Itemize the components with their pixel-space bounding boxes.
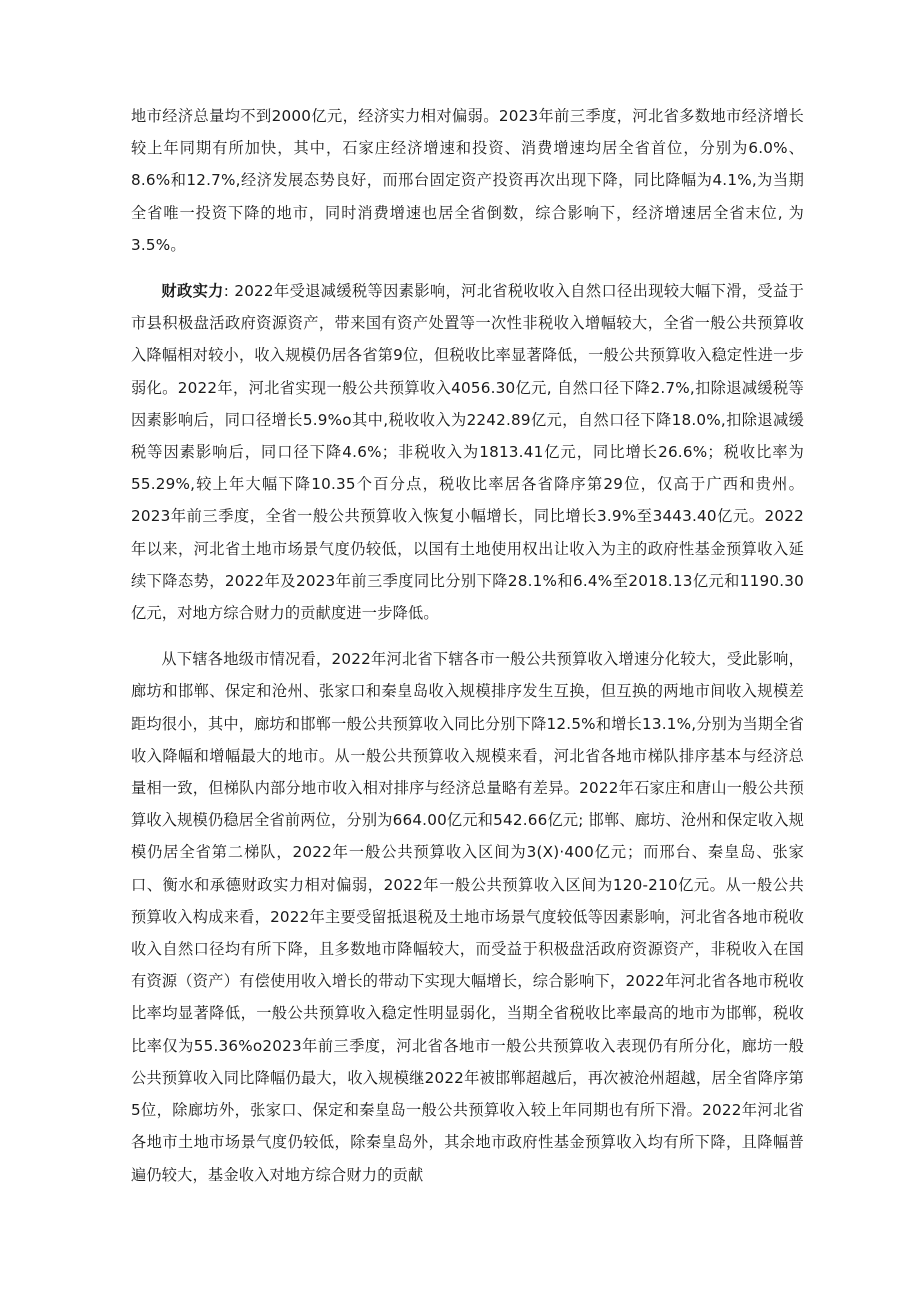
paragraph-text: 从下辖各地级市情况看，2022年河北省下辖各市一般公共预算收入增速分化较大，受此影响，廊坊和邯郸、保定和沧州、张家口和秦皇岛收入规模排序发生互换，但互换的两地市间收入规模差距均很小，其中，廊坊和邯郸一般公共预算收入同比分别下降12.5%和增长13.1%,分别为当期全省收入降幅和增幅最大的地市。从一般公共预算收入规模来看，河北省各地市梯队排序基本与经济总量相一致，但梯队内部分地市收入相对排序与经济总量略有差异。2022年石家庄和唐山一般公共预算收入规模仍稳居全省前两位，分别为664.00亿元和542.66亿元; 邯郸、廊坊、沧州和保定收入规模仍居全省第二梯队，2022年一般公共预算收入区间为3(X)·400亿元；而邢台、秦皇岛、张家口、衡水和承德财政实力相对偏弱，2022年一般公共预算收入区间为120-210亿元。从一般公共预算收入构成来看，2022年主要受留抵退税及土地市场景气度较低等因素影响，河北省各地市税收收入自然口径均有所下降，且多数地市降幅较大，而受益于积极盘活政府资源资产，非税收入在国有资源（资产）有偿使用收入增长的带动下实现大幅增长，综合影响下，2022年河北省各地市税收比率均显著降低，一般公共预算收入稳定性明显弱化，当期全省税收比率最高的地市为邯郸，税收比率仅为55.36%o2023年前三季度，河北省各地市一般公共预算收入表现仍有所分化，廊坊一般公共预算收入同比降幅仍最大，收入规模继2022年被邯郸超越后，再次被沧州超越，居全省降序第5位，除廊坊外，张家口、保定和秦皇岛一般公共预算收入较上年同期也有所下滑。2022年河北省各地市土地市场景气度仍较低，除秦皇岛外，其余地市政府性基金预算收入均有所下降，且降幅普遍仍较大，基金收入对地方综合财力的贡献	[131, 650, 804, 1184]
paragraph-fiscal-strength	[131, 275, 804, 629]
document-page	[131, 100, 804, 1205]
paragraph-economy-summary	[131, 100, 804, 261]
paragraph-text: : 2022年受退减缓税等因素影响，河北省税收收入自然口径出现较大幅下滑，受益于市县积极盘活政府资源资产，带来国有资产处置等一次性非税收入增幅较大，全省一般公共预算收入降幅相对较小，收入规模仍居各省第9位，但税收比率显著降低，一般公共预算收入稳定性进一步弱化。2022年，河北省实现一般公共预算收入4056.30亿元, 自然口径下降2.7%,扣除退减缓税等因素影响后，同口径增长5.9%o其中,税收收入为2242.89亿元，自然口径下降18.0%,扣除退减缓税等因素影响后，同口径下降4.6%；非税收入为1813.41亿元，同比增长26.6%；税收比率为55.29%,较上年大幅下降10.35个百分点，税收比率居各省降序第29位，仅高于广西和贵州。2023年前三季度，全省一般公共预算收入恢复小幅增长，同比增长3.9%至3443.40亿元。2022年以来，河北省土地市场景气度仍较低，以国有土地使用权出让收入为主的政府性基金预算收入延续下降态势，2022年及2023年前三季度同比分别下降28.1%和6.4%至2018.13亿元和1190.30亿元，对地方综合财力的贡献度进一步降低。	[131, 282, 804, 623]
paragraph-text: 地市经济总量均不到2000亿元，经济实力相对偏弱。2023年前三季度，河北省多数地市经济增长较上年同期有所加快，其中，石家庄经济增速和投资、消费增速均居全省首位，分别为6.0%、8.6%和12.7%,经济发展态势良好，而邢台固定资产投资再次出现下降，同比降幅为4.1%,为当期全省唯一投资下降的地市，同时消费增速也居全省倒数，综合影响下，经济增速居全省末位, 为3.5%。	[131, 107, 804, 254]
section-heading-fiscal-strength: 财政实力	[161, 282, 224, 301]
paragraph-city-analysis	[131, 643, 804, 1190]
